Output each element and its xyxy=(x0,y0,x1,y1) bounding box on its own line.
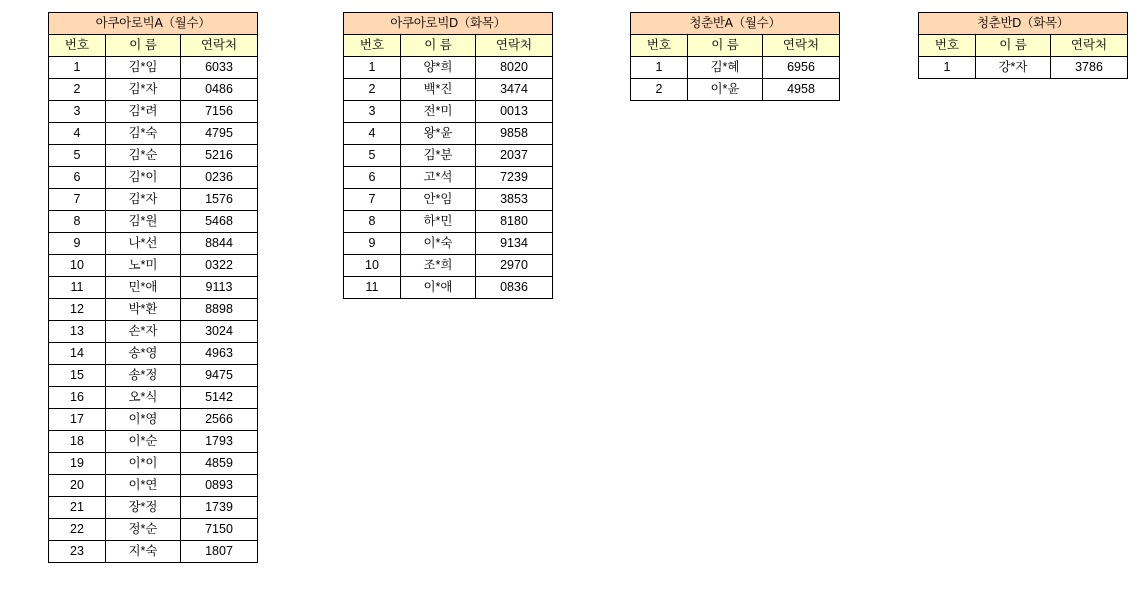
cell-contact: 0893 xyxy=(181,475,258,497)
table-title: 청춘반D（화목） xyxy=(919,13,1128,35)
table-row xyxy=(49,79,258,101)
cell-contact: 7150 xyxy=(181,519,258,541)
roster-table xyxy=(630,12,840,101)
cell-number: 1 xyxy=(919,57,976,79)
cell-number: 8 xyxy=(344,211,401,233)
column-header: 번호 xyxy=(919,35,976,57)
cell-number: 3 xyxy=(49,101,106,123)
cell-name: 이*연 xyxy=(106,475,181,497)
cell-name: 조*희 xyxy=(401,255,476,277)
cell-number: 21 xyxy=(49,497,106,519)
cell-name: 정*순 xyxy=(106,519,181,541)
table-row xyxy=(49,211,258,233)
table-row xyxy=(344,167,553,189)
cell-number: 2 xyxy=(49,79,106,101)
table-row xyxy=(49,145,258,167)
cell-number: 1 xyxy=(631,57,688,79)
column-header: 이 름 xyxy=(106,35,181,57)
cell-number: 1 xyxy=(344,57,401,79)
roster-table-block xyxy=(630,12,840,101)
table-row xyxy=(631,57,840,79)
table-row xyxy=(344,123,553,145)
cell-contact: 9475 xyxy=(181,365,258,387)
cell-number: 1 xyxy=(49,57,106,79)
table-row xyxy=(49,365,258,387)
cell-name: 박*환 xyxy=(106,299,181,321)
cell-contact: 4859 xyxy=(181,453,258,475)
cell-contact: 8844 xyxy=(181,233,258,255)
cell-number: 16 xyxy=(49,387,106,409)
column-header: 번호 xyxy=(631,35,688,57)
table-title-row xyxy=(631,13,840,35)
cell-contact: 4958 xyxy=(763,79,840,101)
cell-name: 김*원 xyxy=(106,211,181,233)
table-row xyxy=(49,101,258,123)
table-row xyxy=(49,497,258,519)
cell-number: 23 xyxy=(49,541,106,563)
cell-name: 하*민 xyxy=(401,211,476,233)
cell-name: 이*숙 xyxy=(401,233,476,255)
table-row xyxy=(49,453,258,475)
roster-table-block xyxy=(343,12,553,299)
cell-number: 3 xyxy=(344,101,401,123)
cell-number: 6 xyxy=(49,167,106,189)
column-header: 번호 xyxy=(344,35,401,57)
table-row xyxy=(344,233,553,255)
cell-name: 이*이 xyxy=(106,453,181,475)
table-row xyxy=(49,167,258,189)
cell-contact: 0486 xyxy=(181,79,258,101)
cell-name: 김*자 xyxy=(106,79,181,101)
cell-name: 이*순 xyxy=(106,431,181,453)
cell-number: 10 xyxy=(344,255,401,277)
column-header: 연락처 xyxy=(181,35,258,57)
cell-number: 17 xyxy=(49,409,106,431)
roster-table xyxy=(918,12,1128,79)
table-row xyxy=(631,79,840,101)
cell-contact: 1793 xyxy=(181,431,258,453)
cell-number: 7 xyxy=(49,189,106,211)
cell-contact: 5468 xyxy=(181,211,258,233)
cell-number: 2 xyxy=(344,79,401,101)
table-row xyxy=(49,299,258,321)
table-row xyxy=(344,211,553,233)
column-header: 연락처 xyxy=(763,35,840,57)
cell-contact: 4795 xyxy=(181,123,258,145)
table-row xyxy=(344,189,553,211)
spreadsheet-canvas xyxy=(0,12,1143,589)
cell-name: 김*임 xyxy=(106,57,181,79)
column-header: 연락처 xyxy=(476,35,553,57)
cell-name: 김*이 xyxy=(106,167,181,189)
cell-name: 김*자 xyxy=(106,189,181,211)
table-header-row xyxy=(49,35,258,57)
cell-name: 김*숙 xyxy=(106,123,181,145)
cell-contact: 9134 xyxy=(476,233,553,255)
table-row xyxy=(344,79,553,101)
table-row xyxy=(919,57,1128,79)
table-row xyxy=(344,145,553,167)
column-header: 번호 xyxy=(49,35,106,57)
cell-number: 9 xyxy=(49,233,106,255)
cell-number: 5 xyxy=(344,145,401,167)
cell-name: 김*혜 xyxy=(688,57,763,79)
roster-table xyxy=(48,12,258,563)
cell-number: 9 xyxy=(344,233,401,255)
cell-name: 강*자 xyxy=(976,57,1051,79)
table-row xyxy=(344,277,553,299)
table-title-row xyxy=(49,13,258,35)
cell-name: 안*임 xyxy=(401,189,476,211)
table-title-row xyxy=(919,13,1128,35)
cell-name: 이*윤 xyxy=(688,79,763,101)
roster-table-block xyxy=(48,12,258,563)
cell-number: 4 xyxy=(344,123,401,145)
cell-contact: 0322 xyxy=(181,255,258,277)
table-row xyxy=(49,255,258,277)
cell-contact: 5216 xyxy=(181,145,258,167)
cell-contact: 3786 xyxy=(1051,57,1128,79)
cell-name: 양*희 xyxy=(401,57,476,79)
cell-number: 11 xyxy=(49,277,106,299)
cell-number: 8 xyxy=(49,211,106,233)
cell-contact: 1739 xyxy=(181,497,258,519)
cell-name: 민*애 xyxy=(106,277,181,299)
column-header: 이 름 xyxy=(688,35,763,57)
table-row xyxy=(49,233,258,255)
table-row xyxy=(344,57,553,79)
cell-contact: 8898 xyxy=(181,299,258,321)
table-row xyxy=(49,57,258,79)
cell-contact: 4963 xyxy=(181,343,258,365)
cell-contact: 3474 xyxy=(476,79,553,101)
column-header: 이 름 xyxy=(401,35,476,57)
cell-name: 이*영 xyxy=(106,409,181,431)
cell-number: 7 xyxy=(344,189,401,211)
cell-name: 이*애 xyxy=(401,277,476,299)
cell-contact: 9858 xyxy=(476,123,553,145)
cell-contact: 1807 xyxy=(181,541,258,563)
cell-number: 22 xyxy=(49,519,106,541)
table-row xyxy=(49,475,258,497)
cell-contact: 8020 xyxy=(476,57,553,79)
cell-name: 오*식 xyxy=(106,387,181,409)
table-title-row xyxy=(344,13,553,35)
cell-name: 장*정 xyxy=(106,497,181,519)
cell-name: 나*선 xyxy=(106,233,181,255)
cell-contact: 1576 xyxy=(181,189,258,211)
cell-name: 김*순 xyxy=(106,145,181,167)
cell-contact: 6033 xyxy=(181,57,258,79)
column-header: 이 름 xyxy=(976,35,1051,57)
cell-number: 19 xyxy=(49,453,106,475)
cell-contact: 6956 xyxy=(763,57,840,79)
cell-contact: 2970 xyxy=(476,255,553,277)
table-header-row xyxy=(919,35,1128,57)
cell-number: 14 xyxy=(49,343,106,365)
roster-table-block xyxy=(918,12,1128,79)
table-row xyxy=(49,123,258,145)
table-row xyxy=(49,387,258,409)
cell-number: 4 xyxy=(49,123,106,145)
cell-name: 노*미 xyxy=(106,255,181,277)
table-row xyxy=(49,541,258,563)
cell-name: 고*석 xyxy=(401,167,476,189)
table-row xyxy=(49,189,258,211)
table-row xyxy=(49,321,258,343)
cell-name: 송*영 xyxy=(106,343,181,365)
roster-table xyxy=(343,12,553,299)
cell-contact: 3024 xyxy=(181,321,258,343)
cell-name: 송*정 xyxy=(106,365,181,387)
cell-contact: 7239 xyxy=(476,167,553,189)
cell-number: 18 xyxy=(49,431,106,453)
cell-name: 손*자 xyxy=(106,321,181,343)
column-header: 연락처 xyxy=(1051,35,1128,57)
table-header-row xyxy=(344,35,553,57)
cell-number: 20 xyxy=(49,475,106,497)
cell-name: 김*분 xyxy=(401,145,476,167)
cell-number: 11 xyxy=(344,277,401,299)
cell-contact: 5142 xyxy=(181,387,258,409)
cell-name: 지*숙 xyxy=(106,541,181,563)
cell-contact: 0236 xyxy=(181,167,258,189)
table-header-row xyxy=(631,35,840,57)
cell-name: 김*려 xyxy=(106,101,181,123)
cell-contact: 2566 xyxy=(181,409,258,431)
table-row xyxy=(49,277,258,299)
cell-contact: 9113 xyxy=(181,277,258,299)
cell-number: 13 xyxy=(49,321,106,343)
table-row xyxy=(344,101,553,123)
table-row xyxy=(49,409,258,431)
cell-number: 15 xyxy=(49,365,106,387)
cell-number: 2 xyxy=(631,79,688,101)
cell-contact: 0013 xyxy=(476,101,553,123)
table-title: 아쿠아로빅D（화목） xyxy=(344,13,553,35)
cell-number: 5 xyxy=(49,145,106,167)
table-row xyxy=(49,431,258,453)
cell-contact: 2037 xyxy=(476,145,553,167)
cell-name: 전*미 xyxy=(401,101,476,123)
table-row xyxy=(49,519,258,541)
cell-contact: 3853 xyxy=(476,189,553,211)
table-title: 청춘반A（월수） xyxy=(631,13,840,35)
cell-number: 12 xyxy=(49,299,106,321)
cell-number: 6 xyxy=(344,167,401,189)
cell-number: 10 xyxy=(49,255,106,277)
cell-contact: 0836 xyxy=(476,277,553,299)
table-row xyxy=(344,255,553,277)
table-row xyxy=(49,343,258,365)
cell-name: 왕*윤 xyxy=(401,123,476,145)
cell-name: 백*진 xyxy=(401,79,476,101)
cell-contact: 7156 xyxy=(181,101,258,123)
table-title: 아쿠아로빅A（월수） xyxy=(49,13,258,35)
cell-contact: 8180 xyxy=(476,211,553,233)
